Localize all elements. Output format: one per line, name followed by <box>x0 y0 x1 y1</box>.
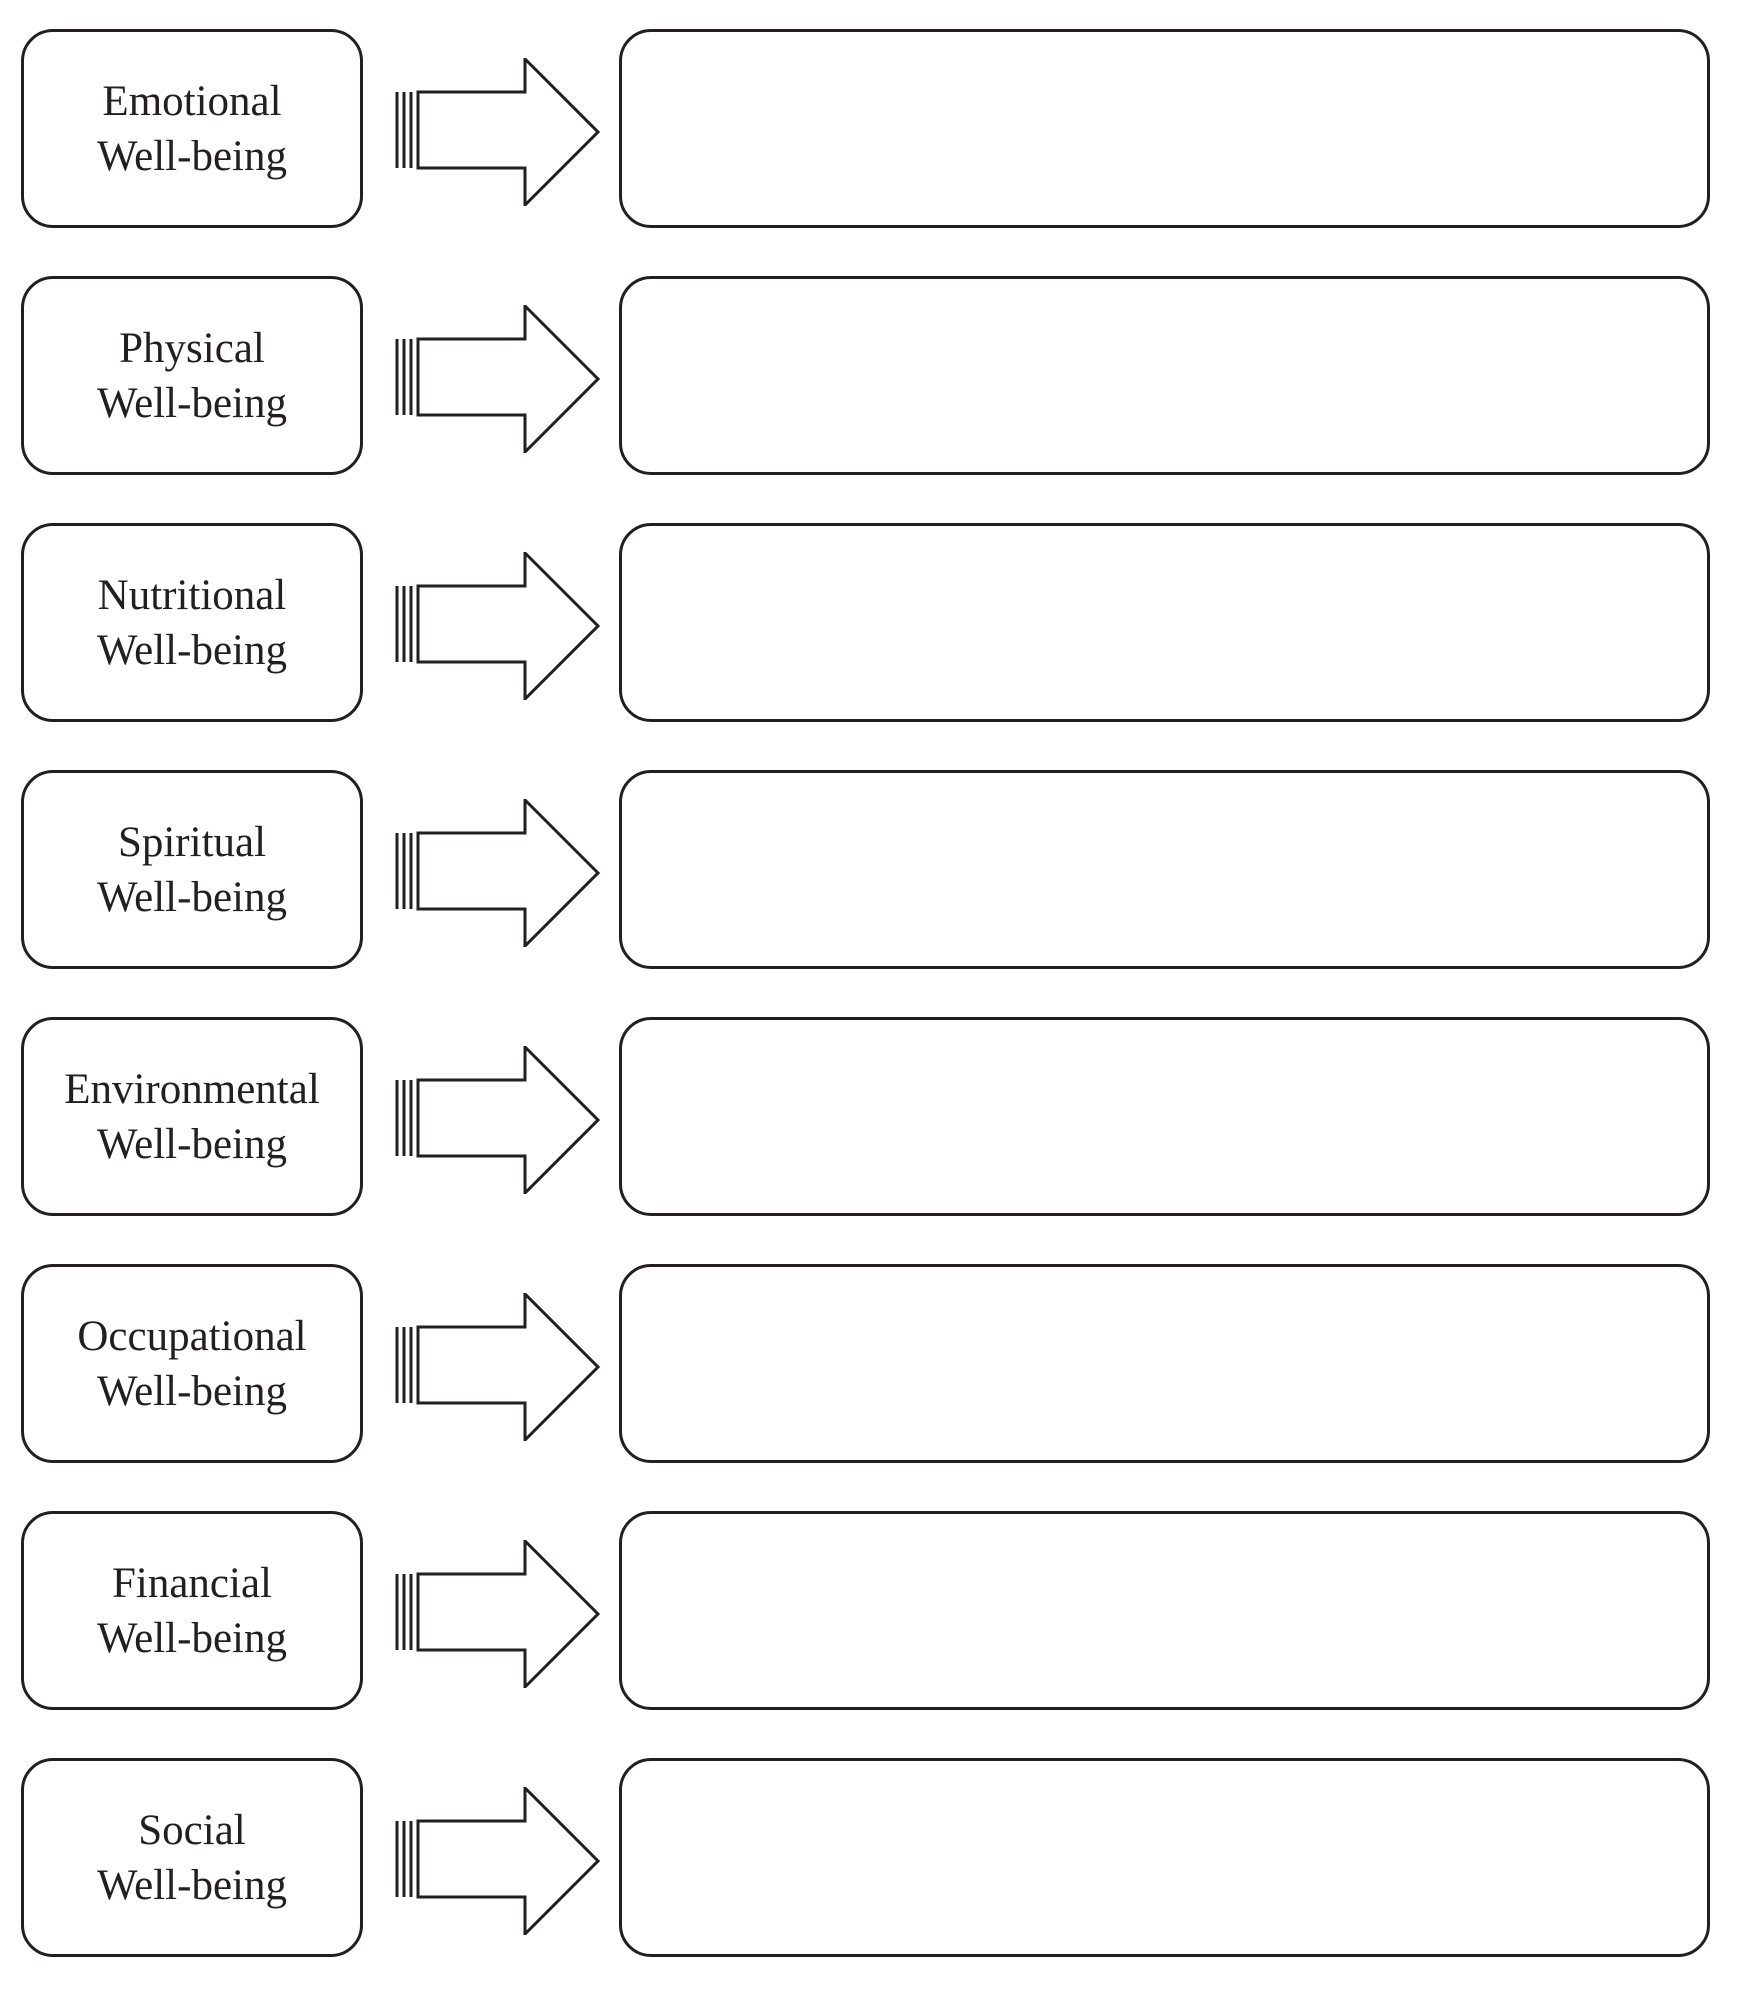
wellbeing-category-box <box>21 1264 363 1463</box>
wellbeing-category-line-2: Well-being <box>97 1861 287 1909</box>
answer-box-1[interactable] <box>619 29 1710 228</box>
striped-right-arrow-icon <box>394 1293 600 1441</box>
striped-right-arrow-icon <box>394 305 600 453</box>
striped-right-arrow-icon <box>394 552 600 700</box>
wellbeing-category-line-2: Well-being <box>97 626 287 674</box>
wellbeing-category-line-2: Well-being <box>97 1614 287 1662</box>
wellbeing-category-line-1: Emotional <box>102 77 282 125</box>
wellbeing-category-line-2: Well-being <box>97 873 287 921</box>
wellbeing-category-line-1: Spiritual <box>117 818 267 866</box>
wellbeing-category-line-1: Financial <box>111 1559 272 1607</box>
striped-right-arrow-icon <box>394 58 600 206</box>
wellbeing-row-8 <box>0 1758 1739 1961</box>
wellbeing-category-box <box>21 770 363 969</box>
wellbeing-row-4 <box>0 770 1739 973</box>
wellbeing-row-6 <box>0 1264 1739 1467</box>
wellbeing-category-line-1: Environmental <box>64 1065 320 1113</box>
striped-right-arrow-icon <box>394 1787 600 1935</box>
wellbeing-row-5 <box>0 1017 1739 1220</box>
wellbeing-category-line-1: Nutritional <box>97 571 287 619</box>
striped-right-arrow-icon <box>394 1046 600 1194</box>
wellbeing-category-line-1: Occupational <box>77 1312 307 1360</box>
wellbeing-category-line-1: Physical <box>119 324 265 372</box>
wellbeing-row-3 <box>0 523 1739 726</box>
wellbeing-row-1 <box>0 29 1739 232</box>
wellbeing-row-7 <box>0 1511 1739 1714</box>
striped-right-arrow-icon <box>394 1540 600 1688</box>
wellbeing-row-2 <box>0 276 1739 479</box>
wellbeing-category-box <box>21 29 363 228</box>
answer-box-3[interactable] <box>619 523 1710 722</box>
wellbeing-category-box <box>21 523 363 722</box>
answer-box-8[interactable] <box>619 1758 1710 1957</box>
wellbeing-category-line-2: Well-being <box>97 1120 287 1168</box>
answer-box-6[interactable] <box>619 1264 1710 1463</box>
wellbeing-category-line-1: Social <box>138 1806 246 1854</box>
wellbeing-category-line-2: Well-being <box>97 1367 287 1415</box>
wellbeing-category-box <box>21 276 363 475</box>
answer-box-2[interactable] <box>619 276 1710 475</box>
answer-box-4[interactable] <box>619 770 1710 969</box>
wellbeing-category-line-2: Well-being <box>97 132 287 180</box>
answer-box-5[interactable] <box>619 1017 1710 1216</box>
wellbeing-category-box <box>21 1511 363 1710</box>
wellbeing-category-line-2: Well-being <box>97 379 287 427</box>
answer-box-7[interactable] <box>619 1511 1710 1710</box>
wellbeing-category-box <box>21 1758 363 1957</box>
wellbeing-category-box <box>21 1017 363 1216</box>
striped-right-arrow-icon <box>394 799 600 947</box>
